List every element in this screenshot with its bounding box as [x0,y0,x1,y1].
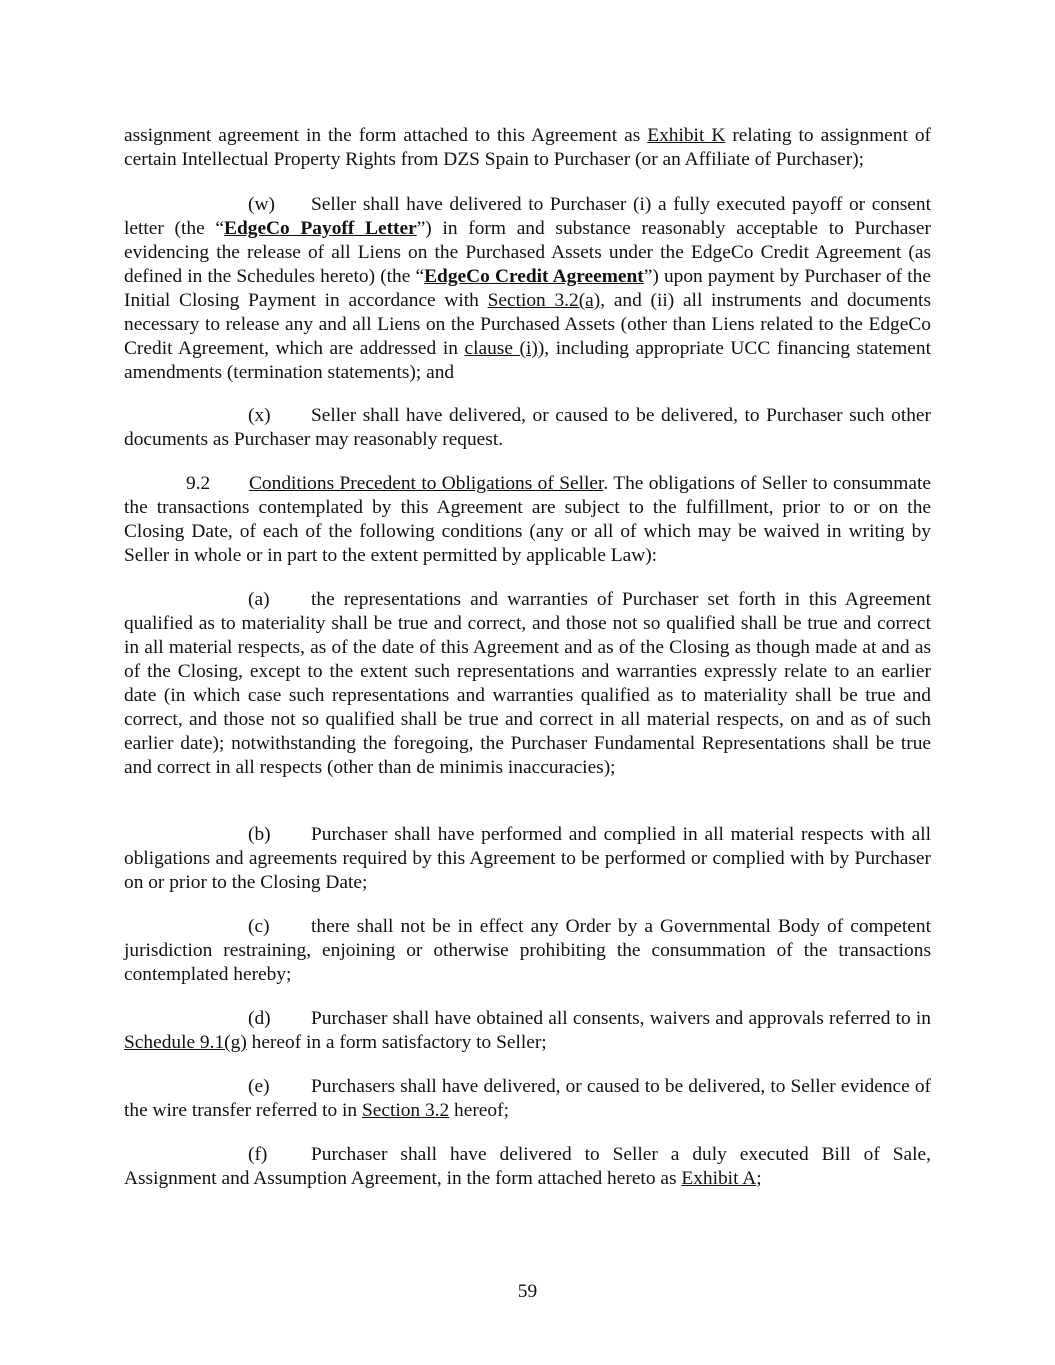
defined-term: EdgeCo Credit Agreement [424,266,644,287]
clause-number: (b) [248,824,271,845]
clause-number: (x) [248,405,271,426]
clause-number: (c) [248,916,270,937]
paragraph-c: (c) there shall not be in effect any Order by a Governmental Body of competent jurisdiction restraining, enjoining or otherwise prohibiting the consummation of the transactions contemplated hereby; [124,916,931,985]
schedule-reference: Schedule 9.1(g) [124,1032,247,1053]
paragraph-w: (w) Seller shall have delivered to Purchaser (i) a fully executed payoff or consent letter (the “EdgeCo Payoff Letter”) in form and substance reasonably acceptable to Purchaser evidencing the release of all Liens on the Purchased Assets under the EdgeCo Credit Agreement (as defined in the Schedules hereto) (the “EdgeCo Credit Agreement”) upon payment by Purchaser of the Initial Closing Payment in accordance with Section 3.2(a), and (ii) all instruments and documents necessary to release any and all Liens on the Purchased Assets (other than Liens related to the EdgeCo Credit Agreement, which are addressed in clause (i)), including appropriate UCC financing statement amendments (termination statements); and [124,194,931,383]
paragraph-d: (d) Purchaser shall have obtained all consents, waivers and approvals referred to in Schedule 9.1(g) hereof in a form satisfactory to Seller; [124,1008,931,1053]
paragraph-intro: assignment agreement in the form attached to this Agreement as Exhibit K relating to assignment of certain Intellectual Property Rights from DZS Spain to Purchaser (or an Affiliate of Purchaser); [124,125,931,170]
defined-term: EdgeCo Payoff Letter [224,218,417,239]
section-9-2: 9.2 Conditions Precedent to Obligations of Seller. The obligations of Seller to consummate the transactions contemplated by this Agreement are subject to the fulfillment, prior to or on the Closing Date, of each of the following conditions (any or all of which may be waived in writing by Seller in whole or in part to the extent permitted by applicable Law): [124,473,931,566]
clause-reference: clause (i) [464,338,538,359]
clause-number: (e) [248,1076,270,1097]
clause-number: (f) [248,1144,268,1165]
paragraph-e: (e) Purchasers shall have delivered, or caused to be delivered, to Seller evidence of the wire transfer referred to in Section 3.2 hereof; [124,1076,931,1121]
section-reference: Section 3.2(a) [487,290,601,311]
clause-number: (a) [248,589,270,610]
clause-number: (w) [248,194,275,215]
page-number: 59 [517,1281,538,1302]
exhibit-a-reference: Exhibit A [681,1168,757,1189]
section-reference: Section 3.2 [361,1100,450,1121]
exhibit-k-reference: Exhibit K [647,125,726,146]
section-number: 9.2 [186,473,211,494]
paragraph-a: (a) the representations and warranties of Purchaser set forth in this Agreement qualified as to materiality shall be true and correct, and those not so qualified shall be true and correct in all material respects, as of the date of this Agreement and as of the Closing as though made at and as of the Closing, except to the extent such representations and warranties expressly relate to an earlier date (in which case such representations and warranties qualified as to materiality shall be true and correct, and those not so qualified shall be true and correct in all material respects, on and as of such earlier date); notwithstanding the foregoing, the Purchaser Fundamental Representations shall be true and correct in all respects (other than de minimis inaccuracies); [124,589,931,778]
section-heading: Conditions Precedent to Obligations of Seller [249,473,604,494]
paragraph-f: (f) Purchaser shall have delivered to Seller a duly executed Bill of Sale, Assignment and Assumption Agreement, in the form attached hereto as Exhibit A; [124,1144,931,1189]
paragraph-x: (x) Seller shall have delivered, or caused to be delivered, to Purchaser such other documents as Purchaser may reasonably request. [124,405,931,450]
clause-number: (d) [248,1008,271,1029]
paragraph-b: (b) Purchaser shall have performed and complied in all material respects with all obligations and agreements required by this Agreement to be performed or complied with by Purchaser on or prior to the Closing Date; [124,824,931,893]
